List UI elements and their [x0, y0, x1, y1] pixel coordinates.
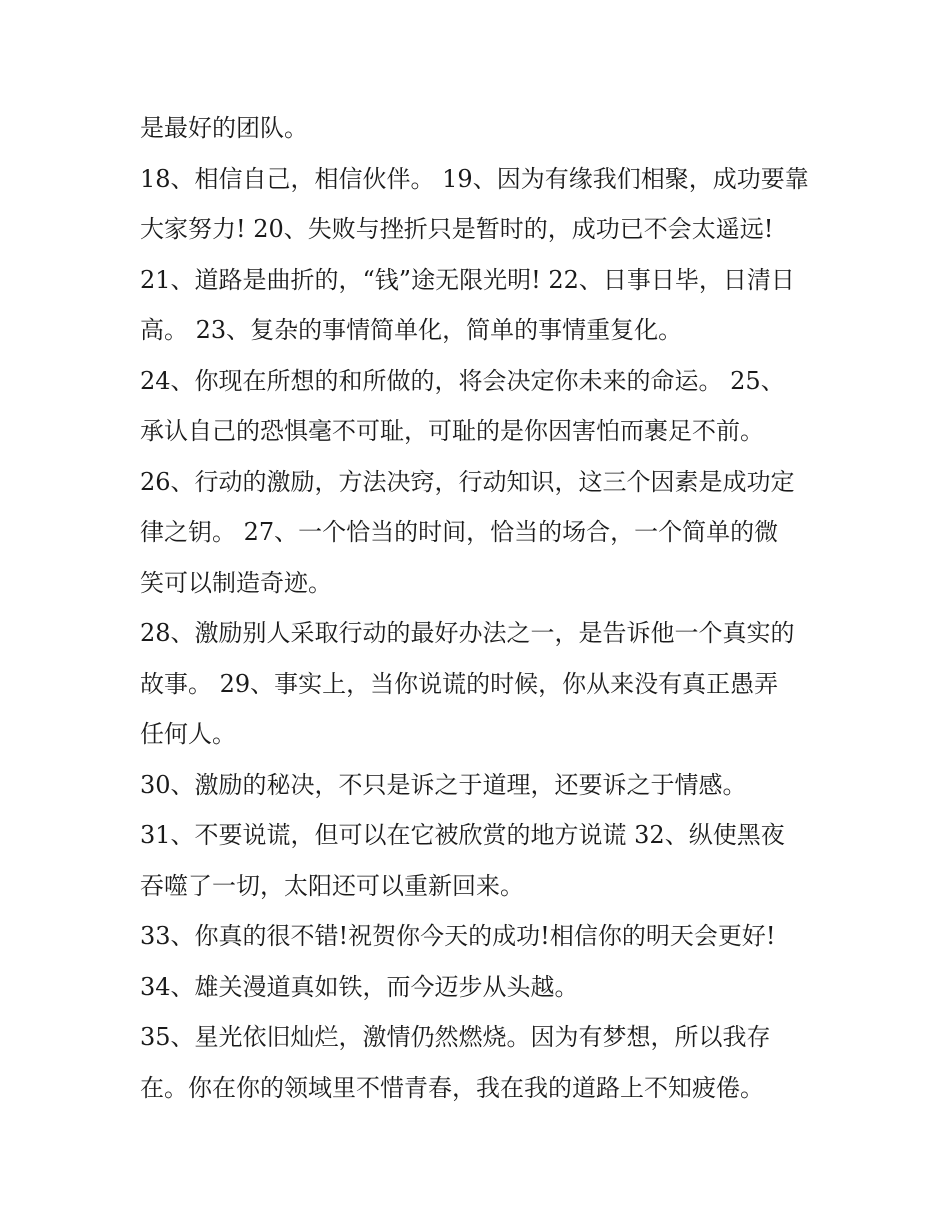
text-line: 33、你真的很不错!祝贺你今天的成功!相信你的明天会更好!	[140, 922, 776, 950]
text-line: 笑可以制造奇迹。	[140, 568, 332, 597]
text-line: 26、行动的激励，方法决窍，行动知识，这三个因素是成功定	[140, 467, 795, 496]
text-line: 是最好的团队。	[140, 114, 308, 142]
document-body	[140, 103, 820, 1113]
text-line: 高。 23、复杂的事情简单化，简单的事情重复化。	[140, 316, 683, 344]
text-line: 28、激励别人采取行动的最好办法之一，是告诉他一个真实的	[140, 619, 795, 647]
text-line: 故事。 29、事实上，当你说谎的时候，你从来没有真正愚弄	[140, 669, 779, 698]
text-line: 35、星光依旧灿烂，激情仍然燃烧。因为有梦想，所以我存	[140, 1023, 771, 1051]
text-line: 31、不要说谎，但可以在它被欣赏的地方说谎 32、纵使黑夜	[140, 821, 785, 849]
text-line: 吞噬了一切，太阳还可以重新回来。	[140, 871, 524, 900]
text-line: 承认自己的恐惧毫不可耻，可耻的是你因害怕而裹足不前。	[140, 417, 764, 445]
text-line: 在。你在你的领域里不惜青春，我在我的道路上不知疲倦。	[140, 1073, 764, 1102]
text-line: 21、道路是曲折的，“钱”途无限光明! 22、日事日毕，日清日	[140, 265, 795, 294]
text-line: 34、雄关漫道真如铁，而今迈步从头越。	[140, 972, 579, 1001]
text-line: 18、相信自己，相信伙伴。 19、因为有缘我们相聚，成功要靠	[140, 164, 809, 193]
text-line: 律之钥。 27、一个恰当的时间，恰当的场合，一个简单的微	[140, 518, 779, 546]
text-line: 24、你现在所想的和所做的，将会决定你未来的命运。 25、	[140, 366, 785, 395]
text-line: 大家努力! 20、失败与挫折只是暂时的，成功已不会太遥远!	[140, 215, 774, 243]
text-line: 任何人。	[140, 720, 236, 748]
text-line: 30、激励的秘决，不只是诉之于道理，还要诉之于情感。	[140, 770, 747, 799]
